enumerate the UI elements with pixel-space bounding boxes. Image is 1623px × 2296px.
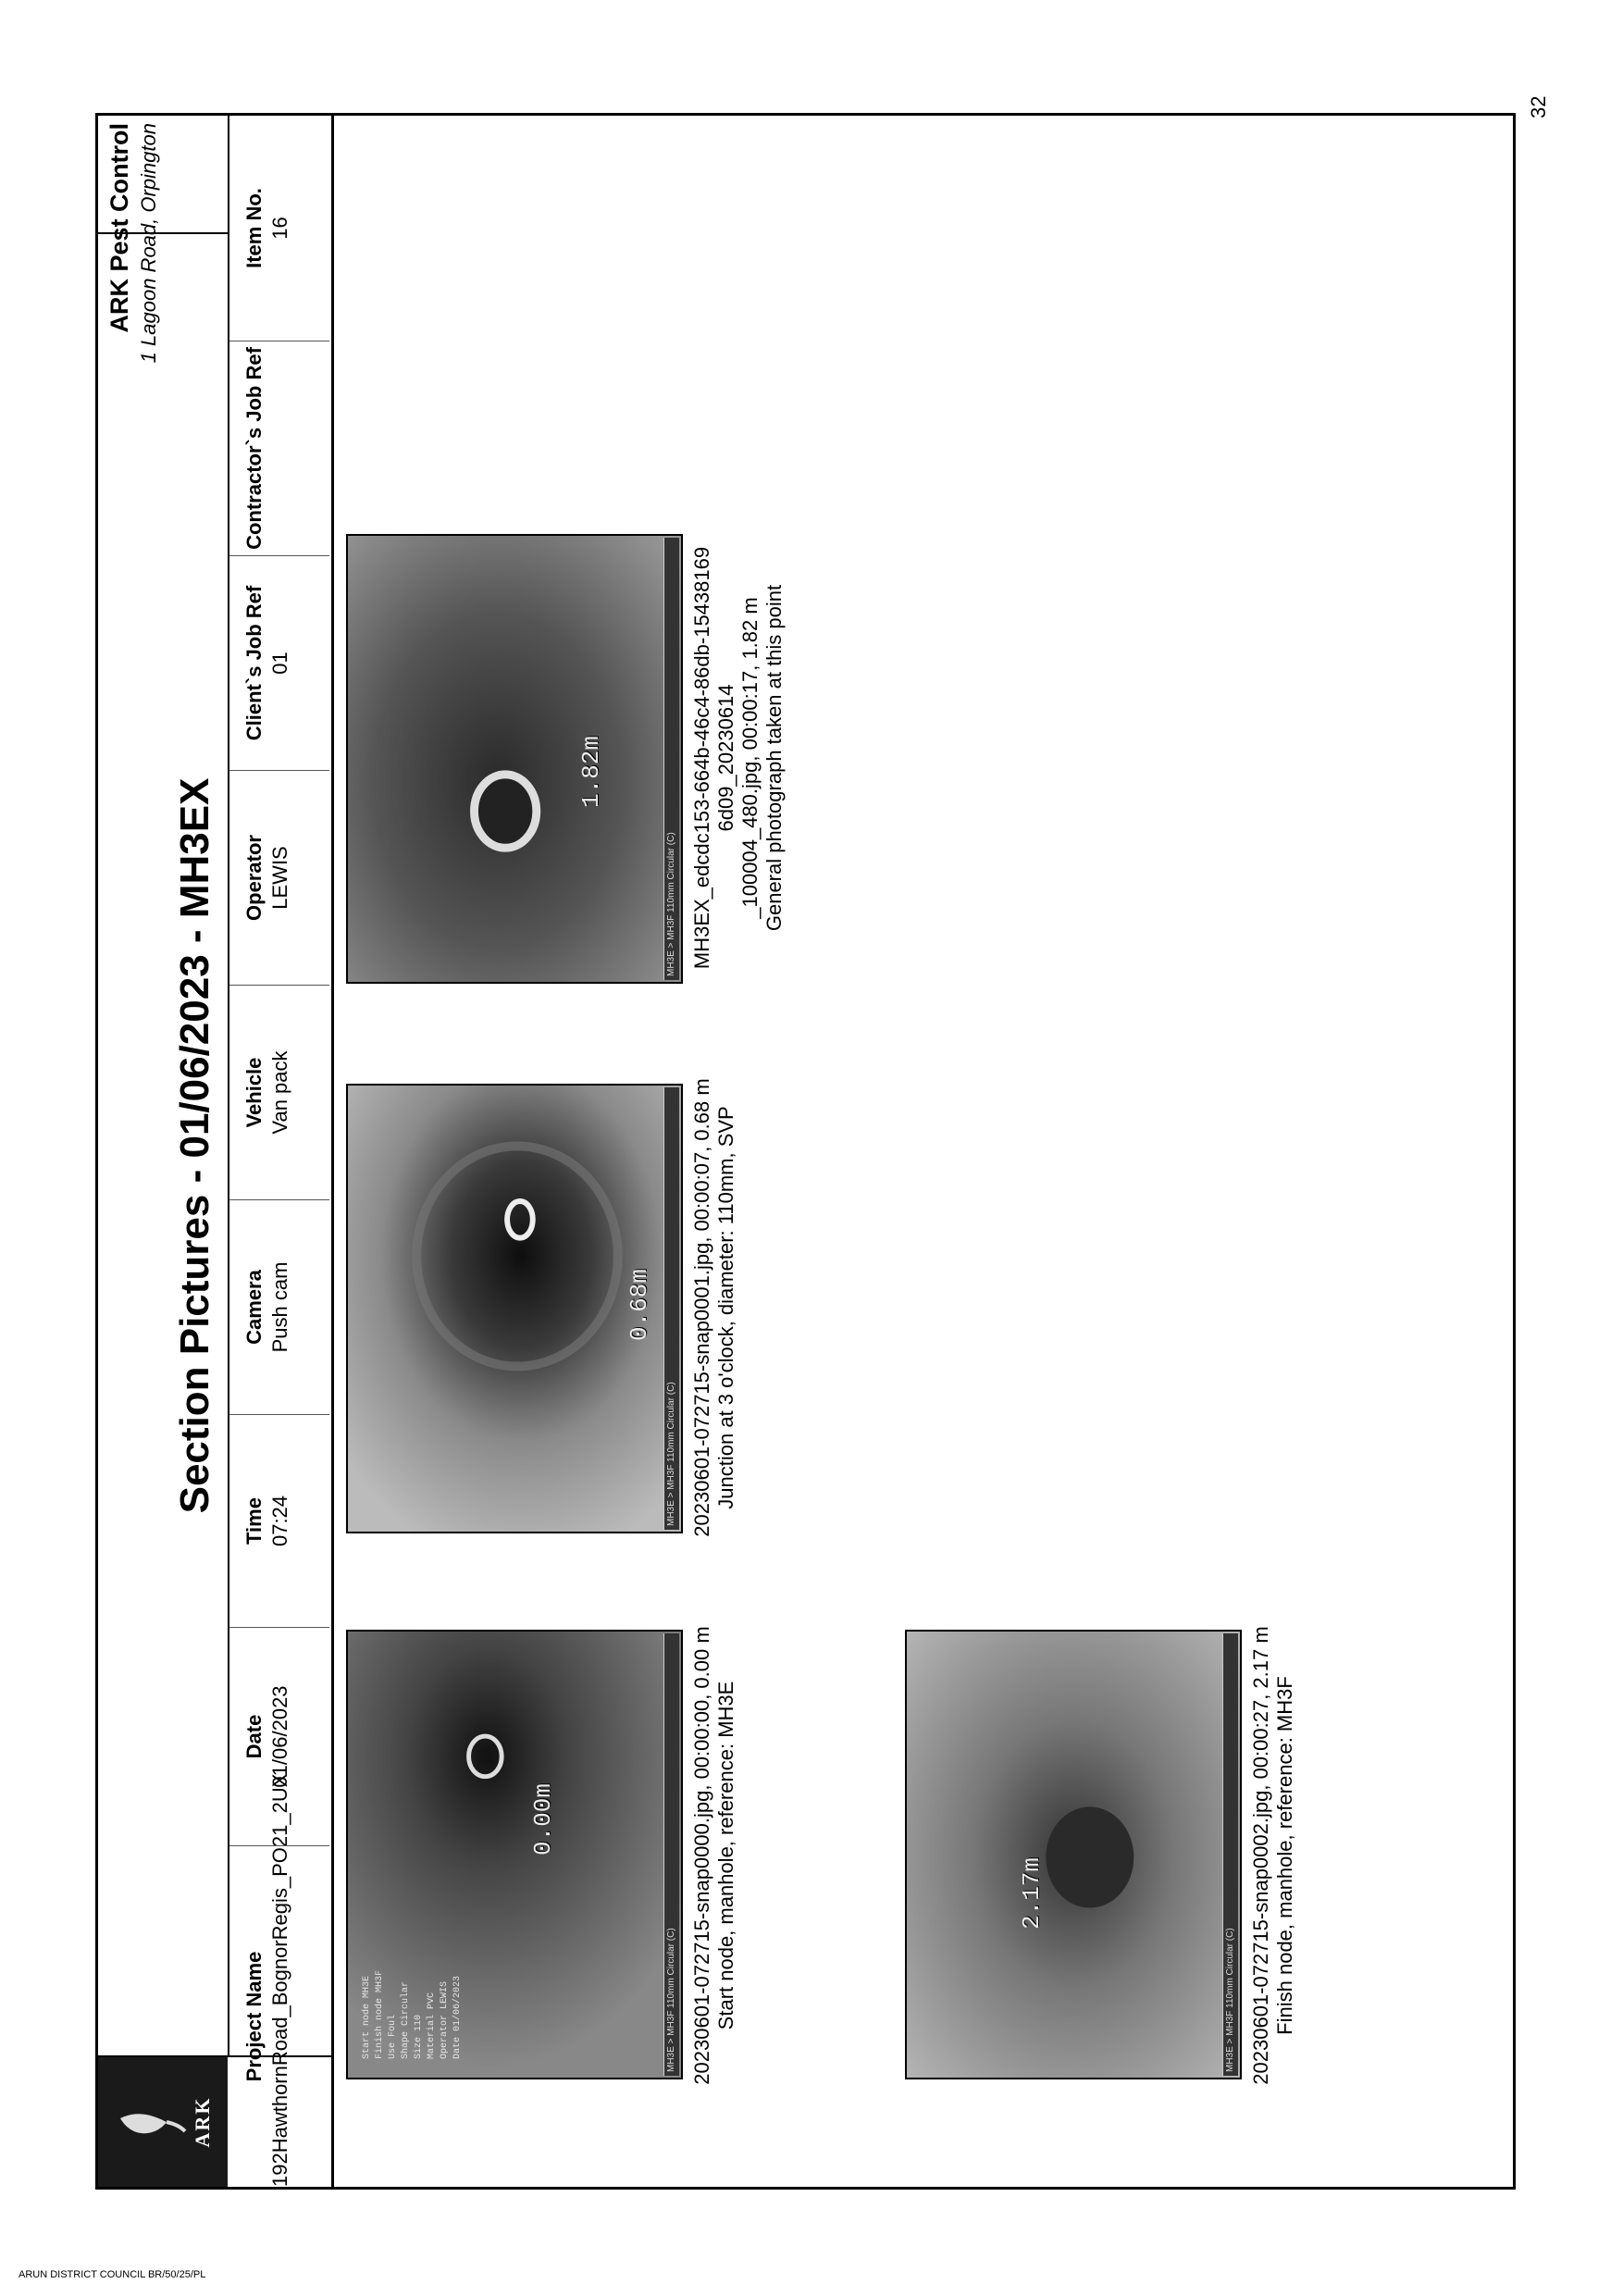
company-name: ARK Pest Control — [105, 123, 133, 333]
distance-readout: 1.82m — [577, 735, 605, 808]
divider — [331, 116, 334, 2187]
logo-text: ARK — [191, 2096, 214, 2148]
field-label: Camera — [242, 1270, 266, 1345]
caption-line: 20230601-072715-snap0001.jpg, 00:00:07, 0.68 m — [690, 1078, 713, 1537]
caption-line: 20230601-072715-snap0000.jpg, 00:00:00, 0.00 m — [690, 1626, 713, 2085]
landscape-page — [98, 116, 1513, 2187]
ark-logo — [98, 2057, 228, 2187]
photo-caption — [690, 499, 787, 1017]
field-time — [229, 1415, 329, 1628]
field-project-name — [229, 1773, 329, 2187]
caption-line: Finish node, manhole, reference: MH3F — [1273, 1676, 1296, 2035]
photo-general — [346, 534, 683, 984]
field-label: Contractor`s Job Ref — [242, 347, 266, 550]
photo-start-node — [346, 1630, 683, 2079]
field-value: Push cam — [268, 1261, 291, 1353]
field-label: Date — [242, 1714, 266, 1759]
distance-readout: 2.17m — [1018, 1856, 1046, 1930]
field-label: Vehicle — [242, 1057, 266, 1128]
caption-line: General photograph taken at this point — [762, 584, 786, 932]
footer-reference: ARUN DISTRICT COUNCIL BR/50/25/PL — [19, 2269, 206, 2280]
caption-line: MH3EX_edcdc153-664b-46c4-86db-15438169 6d09_20230614 — [690, 546, 737, 970]
video-overlay: Start node MH3E Finish node MH3F Use Foul Shape Circular Size 110 Material PVC Operator LEWIS Date 01/06/2023 — [362, 1969, 463, 2059]
osd-bar: MH3E > MH3F 110mm Circular (C) — [663, 538, 679, 980]
photo-caption — [690, 1596, 738, 2115]
field-label: Item No. — [242, 188, 266, 268]
distance-readout: 0.00m — [529, 1782, 557, 1855]
page-frame — [95, 113, 1516, 2190]
field-value: Van pack — [268, 1050, 291, 1135]
field-value: 01/06/2023 — [268, 1685, 291, 1788]
pipe-image-4 — [907, 1632, 1240, 2078]
page-number: 32 — [1527, 95, 1550, 118]
company-address: 1 Lagoon Road, Orpington — [137, 123, 160, 364]
field-label: Operator — [242, 835, 266, 921]
pipe-image-3 — [348, 536, 681, 982]
field-camera — [229, 1200, 329, 1415]
osd-bar: MH3E > MH3F 110mm Circular (C) — [663, 1633, 679, 2076]
field-value: 07:24 — [268, 1495, 291, 1547]
field-value: 16 — [268, 217, 291, 240]
distance-readout: 0.68m — [626, 1268, 653, 1341]
caption-line: 20230601-072715-snap0002.jpg, 00:00:27, 2.17 m — [1249, 1626, 1272, 2085]
osd-bar: MH3E > MH3F 110mm Circular (C) — [663, 1087, 679, 1530]
osd-bar: MH3E > MH3F 110mm Circular (C) — [1222, 1633, 1238, 2076]
field-vehicle — [229, 986, 329, 1200]
field-date — [229, 1628, 329, 1846]
field-label: Project Name — [242, 1951, 266, 2082]
field-operator — [229, 771, 329, 986]
field-item-no — [229, 116, 329, 341]
caption-line: Junction at 3 o'clock, diameter: 110mm, SVP — [714, 1106, 737, 1509]
photo-caption — [1249, 1596, 1297, 2115]
caption-line: _100004_480.jpg, 00:00:17, 1.82 m — [738, 597, 762, 919]
caption-line: Start node, manhole, reference: MH3E — [714, 1681, 737, 2030]
leaf-icon — [115, 2085, 189, 2159]
field-value: 01 — [268, 652, 291, 675]
field-value: LEWIS — [268, 846, 291, 910]
photo-finish-node — [905, 1630, 1242, 2079]
field-client-job-ref — [229, 556, 329, 771]
photo-junction — [346, 1084, 683, 1533]
field-label: Time — [242, 1497, 266, 1545]
photo-caption — [690, 1049, 738, 1567]
field-label: Client`s Job Ref — [242, 585, 266, 741]
field-value: 192HawthornRoad_BognorRegis_PO21_2UX — [268, 1773, 291, 2187]
page-title: Section Pictures - 01/06/2023 - MH3EX — [172, 777, 217, 1514]
field-contractor-job-ref — [229, 341, 329, 556]
